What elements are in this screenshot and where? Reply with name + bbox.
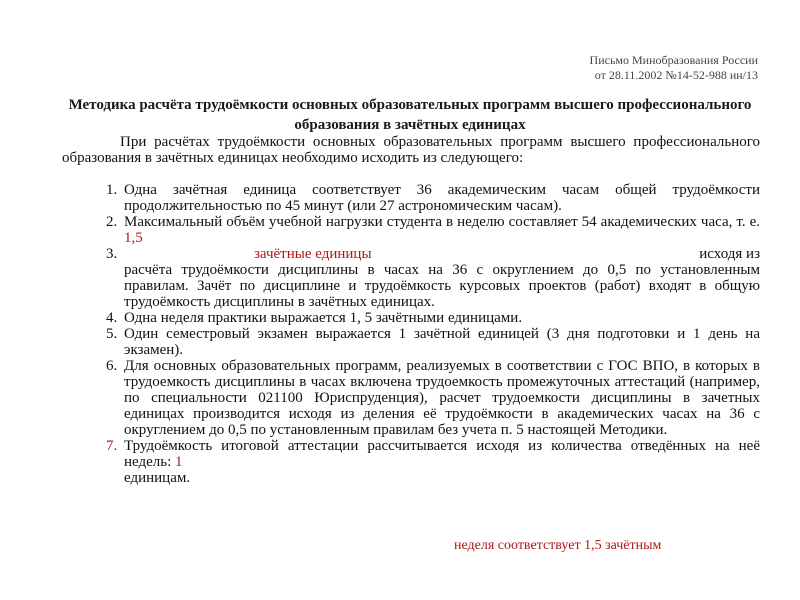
item-text: Для основных образовательных программ, реализуемых в соответствии с ГОС ВПО, в которых в трудоемкость дисциплины в часах включена трудоемкость промежуточных аттестаций (например, по специальности 021100 Юриспруденция), расчет трудоемкости дисциплины в зачетных единицах производится исходя из деления её трудоёмкости в академических часах на 36 с округлением до 0,5 по установленным правилам без учета п. 5 настоящей Методики. — [124, 358, 760, 438]
item-text: Одна зачётная единица соответствует 36 академическим часам общей трудоёмкости продолжительностью по 45 минут (или 27 астрономическим часам). — [124, 182, 760, 214]
highlight-value: 1,5 — [124, 230, 143, 246]
list-item-4 — [62, 310, 760, 326]
list-item-5 — [62, 326, 760, 358]
rules-list — [62, 182, 760, 486]
overlay-text-bottom: неделя соответствует 1,5 зачётным — [454, 538, 662, 553]
overlay-text: зачётные единицы — [254, 246, 372, 262]
item-number: 2. — [106, 214, 118, 230]
list-item-3 — [62, 246, 760, 310]
item-number: 5. — [106, 326, 118, 342]
item-number: 7. — [106, 438, 118, 454]
letter-reference — [590, 53, 758, 83]
reference-line-2: от 28.11.2002 №14-52-988 ин/13 — [594, 68, 758, 82]
reference-line-1: Письмо Минобразования России — [589, 53, 758, 67]
item-first-line — [124, 246, 760, 262]
intro-paragraph: При расчётах трудоёмкости основных образовательных программ высшего профессионального образования в зачётных единицах необходимо исходить из следующего: — [62, 134, 760, 166]
item-text: Максимальный объём учебной нагрузки студента в неделю составляет 54 академических часа, т. е. — [124, 214, 760, 230]
item-number: 3. — [106, 246, 118, 262]
item-tail: единицам. — [124, 470, 191, 486]
item-text: Трудоёмкость итоговой аттестации рассчитывается исходя из количества отведённых на неё недель: — [124, 438, 760, 470]
highlight-value: 1 — [175, 454, 183, 470]
item-text: Один семестровый экзамен выражается 1 зачётной единицей (3 дня подготовки и 1 день на экзамен). — [124, 326, 760, 358]
list-item-7 — [62, 438, 760, 486]
item-number: 4. — [106, 310, 118, 326]
item-line-end: исходя из — [699, 246, 760, 262]
item-text: Одна неделя практики выражается 1, 5 зачётными единицами. — [124, 310, 523, 326]
document-title: Методика расчёта трудоёмкости основных образовательных программ высшего профессионального образования в зачётных единицах — [68, 97, 752, 133]
list-item-1 — [62, 182, 760, 214]
list-item-6 — [62, 358, 760, 438]
list-item-2 — [62, 214, 760, 246]
item-number: 1. — [106, 182, 118, 198]
item-number: 6. — [106, 358, 118, 374]
item-text: расчёта трудоёмкости дисциплины в часах на 36 с округлением до 0,5 по установленным правилам. Зачёт по дисциплине и трудоёмкость курсовых проектов (работ) входят в общую трудоёмкость дисциплины в зачётных единицах. — [124, 262, 760, 310]
